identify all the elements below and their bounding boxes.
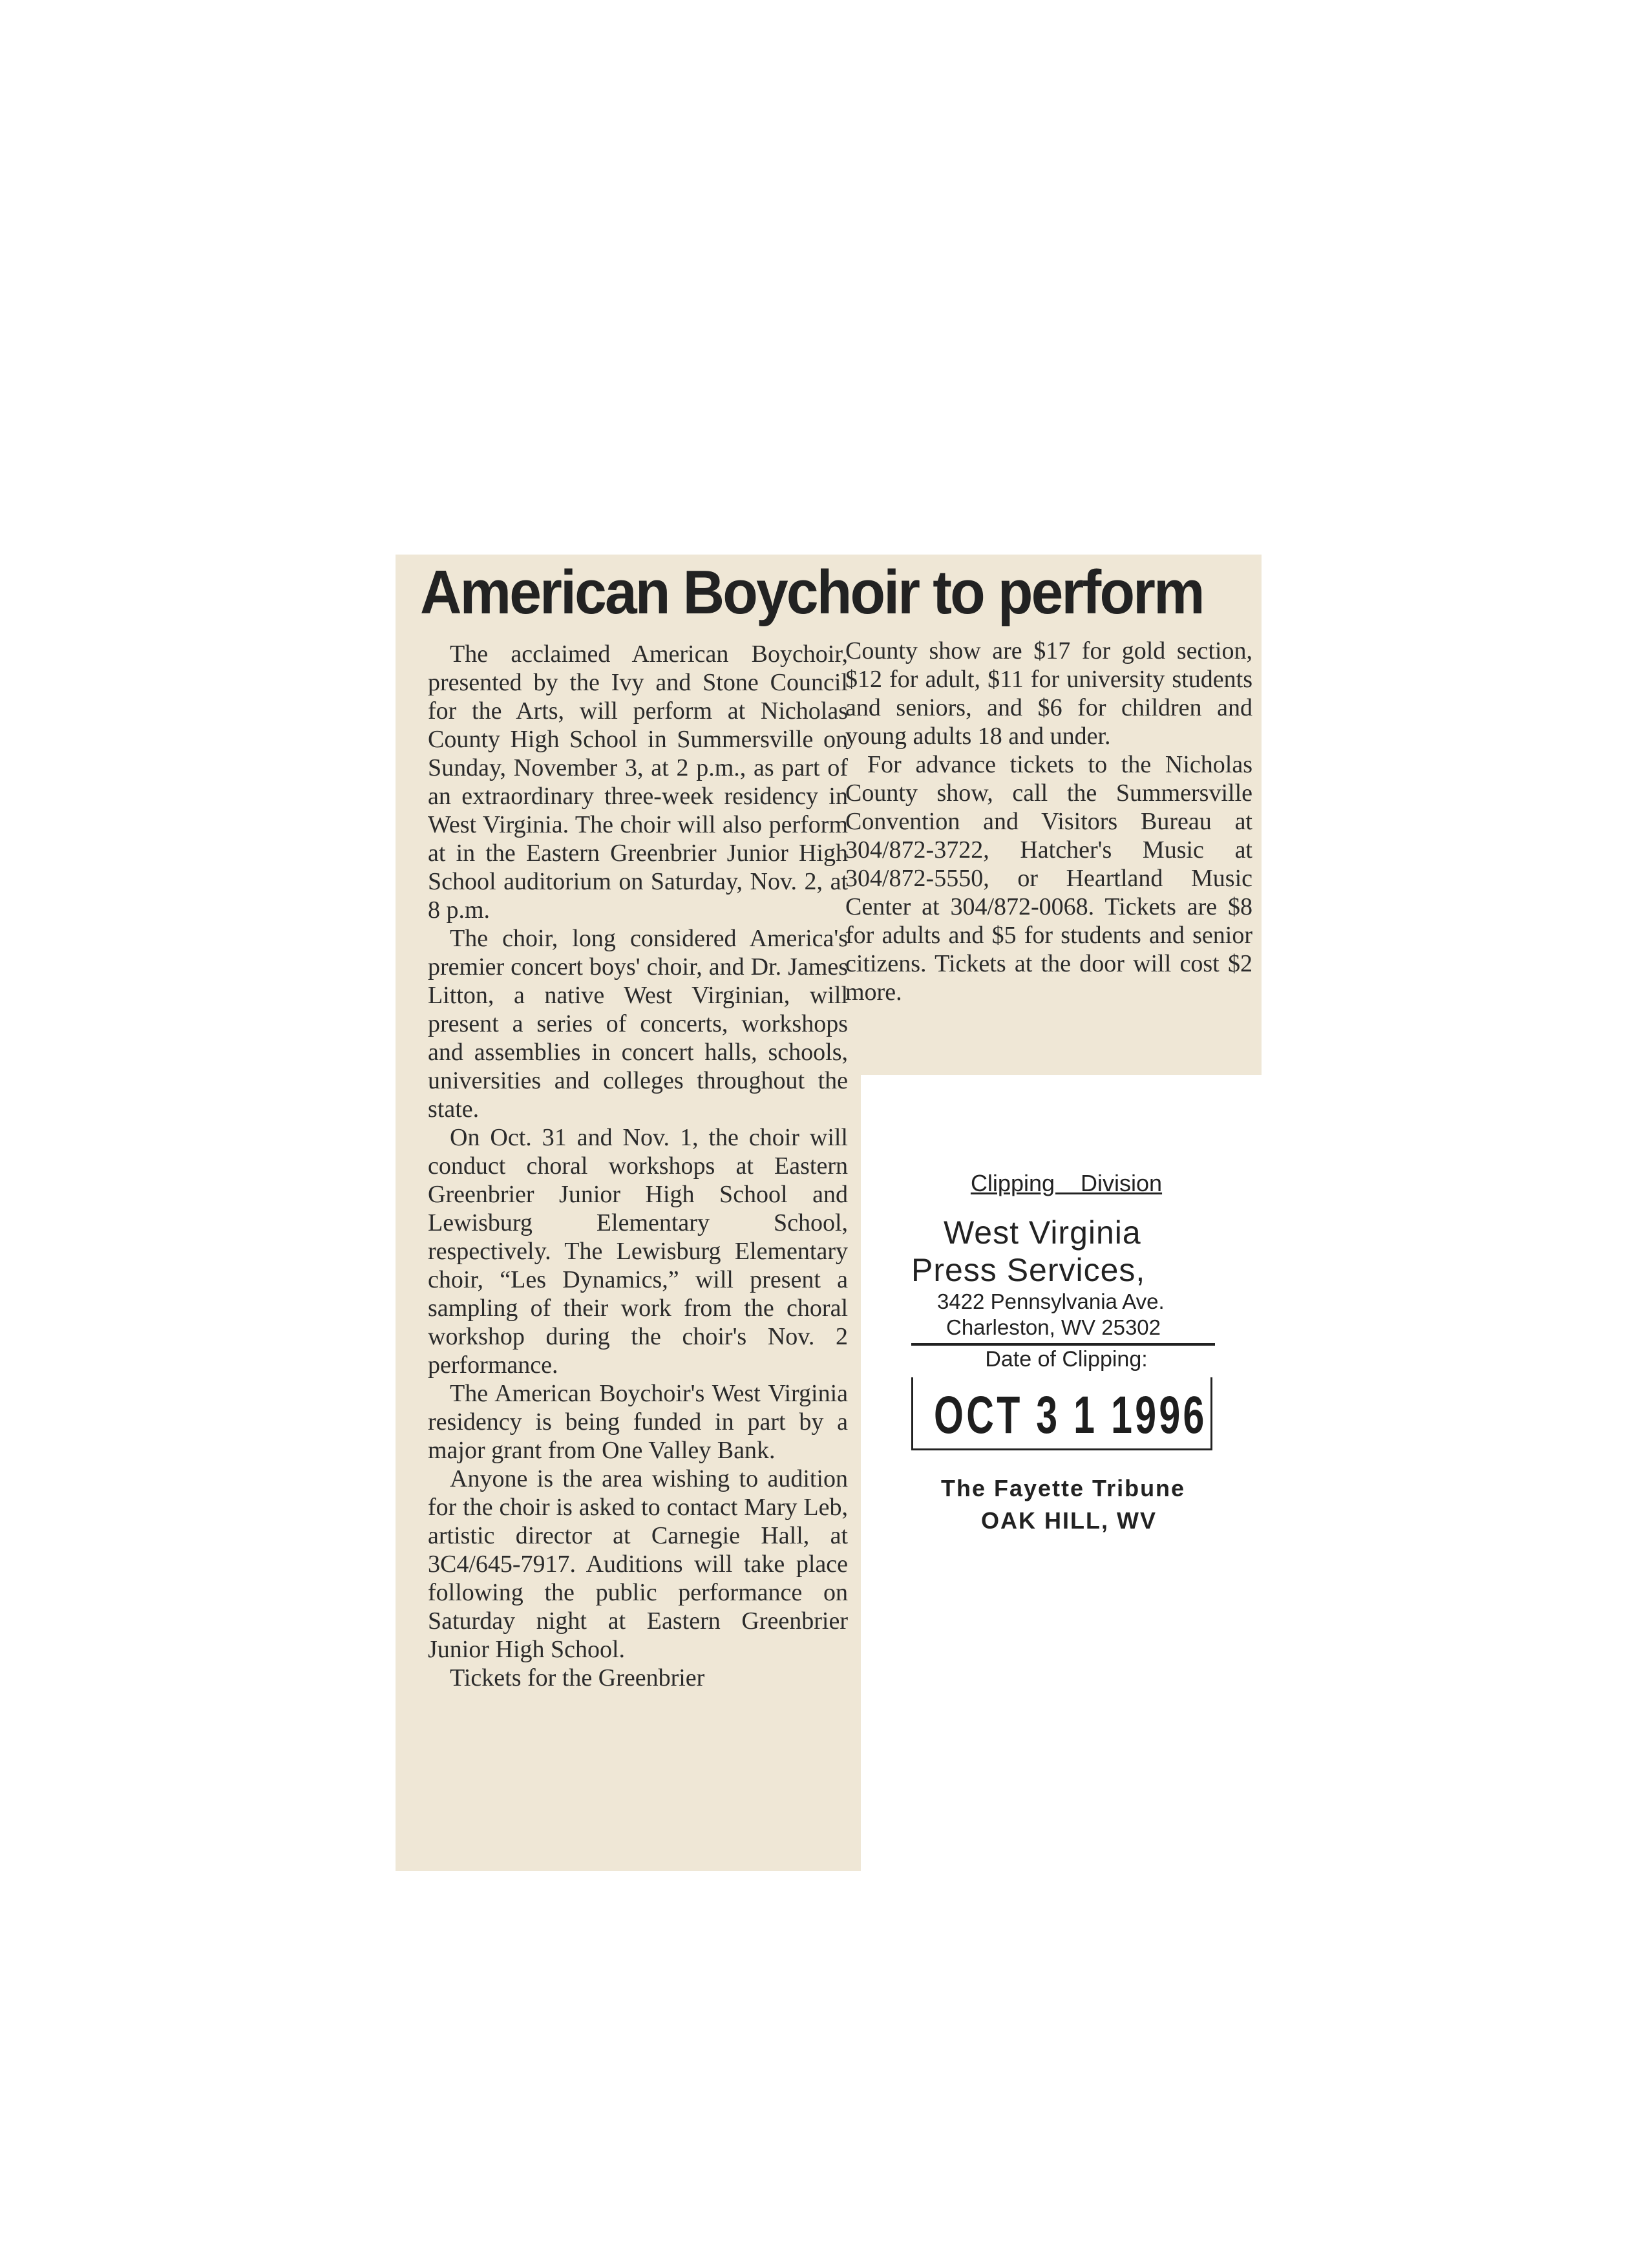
stamp-division: Clipping Division bbox=[970, 1170, 1163, 1196]
clipping-stamp bbox=[911, 1170, 1221, 1537]
stamp-divider bbox=[911, 1343, 1215, 1346]
stamp-address-line-1: 3422 Pennsylvania Ave. bbox=[937, 1289, 1165, 1313]
article-column-2 bbox=[845, 637, 1252, 1006]
stamp-address-line-2: Charleston, WV 25302 bbox=[946, 1315, 1161, 1339]
paragraph: The American Boychoir's West Virginia residency is being funded in part by a major grant from One Valley Bank. bbox=[428, 1380, 848, 1464]
paragraph: For advance tickets to the Nicholas County show, call the Summersville Convention and Visitors Bureau at 304/872-3722, Hatcher's Music at 304/872-5550, or Heartland Music Center at 304/872-0068. Tickets are $8 for adults and $5 for students and senior citizens. Tickets at the door will cost $2 more. bbox=[845, 751, 1252, 1006]
stamp-address bbox=[911, 1289, 1221, 1341]
article-column-1 bbox=[428, 640, 848, 1692]
stamp-newspaper bbox=[911, 1472, 1221, 1537]
stamp-newspaper-name: The Fayette Tribune bbox=[941, 1475, 1186, 1501]
paragraph: The choir, long considered America's premier concert boys' choir, and Dr. James Litton, a native West Virginian, will present a series of concerts, workshops and assemblies in concert halls, schools, universities and colleges throughout the state. bbox=[428, 925, 848, 1123]
stamp-org-line-1: West Virginia bbox=[944, 1214, 1141, 1251]
stamp-date-label: Date of Clipping: bbox=[985, 1347, 1148, 1372]
paragraph: Anyone is the area wishing to audition for the choir is asked to contact Mary Leb, artistic director at Carnegie Hall, at 3C4/645-7917. Auditions will take place following the public performance on Saturday night at Eastern Greenbrier Junior High School. bbox=[428, 1465, 848, 1663]
stamp-date-box bbox=[911, 1377, 1212, 1450]
stamp-organization bbox=[911, 1214, 1221, 1289]
paragraph: The acclaimed American Boychoir, presented by the Ivy and Stone Council for the Arts, will perform at Nicholas County High School in Summersville on Sunday, November 3, at 2 p.m., as part of an extraordinary three-week residency in West Virginia. The choir will also perform at in the Eastern Greenbrier Junior High School auditorium on Saturday, Nov. 2, at 8 p.m. bbox=[428, 641, 848, 924]
headline: American Boychoir to perform bbox=[420, 558, 1203, 627]
stamp-newspaper-location: OAK HILL, WV bbox=[981, 1507, 1157, 1534]
stamp-date-value: OCT 3 1 1996 bbox=[934, 1386, 1207, 1445]
paragraph: County show are $17 for gold section, $12 for adult, $11 for university students and seniors, and $6 for children and young adults 18 and under. bbox=[845, 637, 1252, 750]
paragraph: Tickets for the Greenbrier bbox=[450, 1664, 705, 1691]
stamp-org-line-2: Press Services, bbox=[911, 1252, 1146, 1288]
paragraph: On Oct. 31 and Nov. 1, the choir will conduct choral workshops at Eastern Greenbrier Junior High School and Lewisburg Elementary School, respectively. The Lewisburg Elementary choir, “Les Dynamics,” will present a sampling of their work from the choral workshop during the choir's Nov. 2 performance. bbox=[428, 1124, 848, 1379]
